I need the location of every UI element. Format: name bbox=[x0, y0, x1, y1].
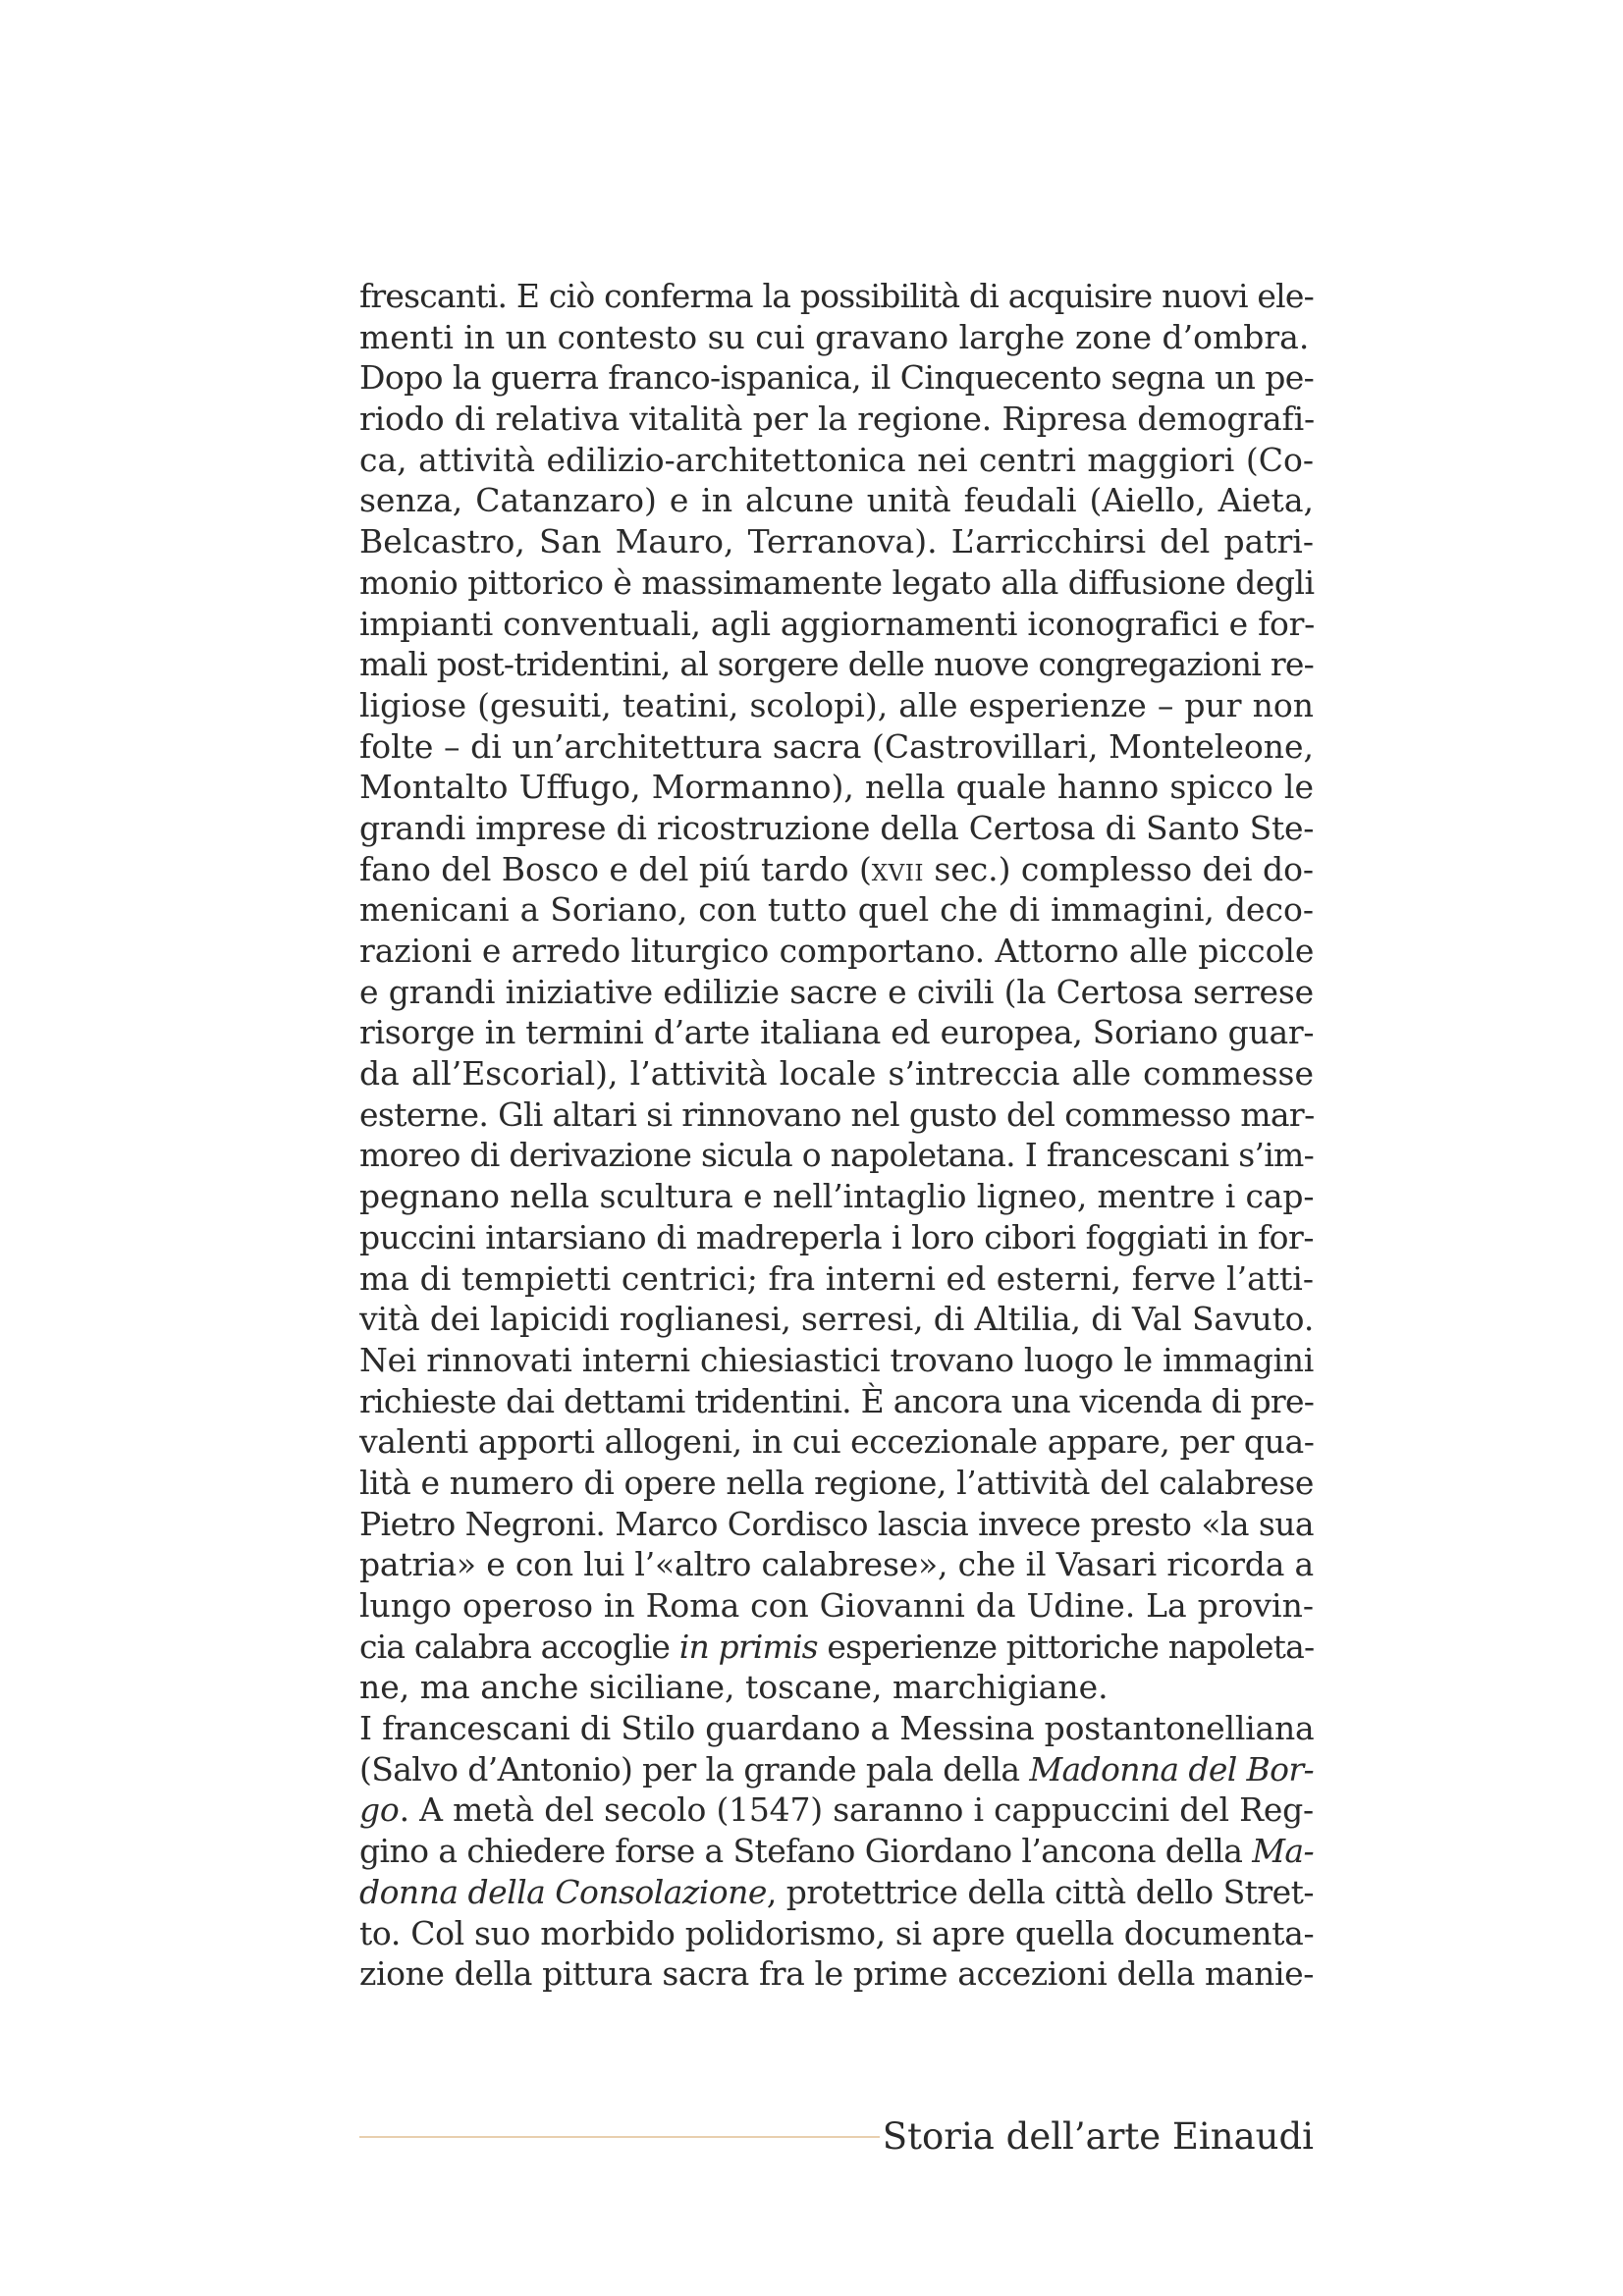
page-footer bbox=[359, 2112, 1314, 2162]
text-line bbox=[359, 1012, 1314, 1053]
text-segment: riodo di relativa vitalità per la regione. Ripresa demografi- bbox=[359, 400, 1316, 439]
text-segment: senza, Catanzaro) e in alcune unità feudali (Aiello, Aieta, bbox=[359, 481, 1314, 520]
text-line bbox=[359, 1953, 1314, 1995]
text-line bbox=[359, 726, 1314, 768]
text-line bbox=[359, 1789, 1314, 1831]
text-segment: ligiose (gesuiti, teatini, scolopi), alle esperienze – pur non bbox=[359, 685, 1314, 724]
footer-rule bbox=[359, 2136, 880, 2138]
text-line bbox=[359, 1340, 1314, 1381]
text-line bbox=[359, 1217, 1314, 1258]
text-segment: lità e numero di opere nella regione, l’attività del calabrese bbox=[359, 1463, 1314, 1502]
text-segment: ma di tempietti centrici; fra interni ed esterni, ferve l’atti- bbox=[359, 1258, 1314, 1298]
text-line bbox=[359, 1667, 1314, 1708]
text-segment: richieste dai dettami tridentini. È ancora una vicenda di pre- bbox=[359, 1381, 1315, 1420]
text-segment: lungo operoso in Roma con Giovanni da Udine. La provin- bbox=[359, 1586, 1314, 1625]
text-segment: frescanti. E ciò conferma la possibilità di acquisire nuovi ele- bbox=[359, 277, 1314, 315]
text-segment: pegnano nella scultura e nell’intaglio ligneo, mentre i cap- bbox=[359, 1177, 1315, 1216]
text-segment: fano del Bosco e del piú tardo ( bbox=[359, 849, 872, 888]
footer-publisher: Storia dell’arte Einaudi bbox=[882, 2115, 1314, 2158]
text-line bbox=[359, 644, 1314, 685]
text-segment: da all’Escorial), l’attività locale s’intreccia alle commesse bbox=[359, 1054, 1314, 1094]
text-line bbox=[359, 1504, 1314, 1545]
text-segment: vità dei lapicidi roglianesi, serresi, di Altilia, di Val Savuto. bbox=[359, 1300, 1315, 1339]
text-segment: ne, ma anche siciliane, toscane, marchigiane. bbox=[359, 1668, 1109, 1707]
text-segment: . A metà del secolo (1547) saranno i cappuccini del Reg- bbox=[399, 1790, 1314, 1830]
text-segment: esperienze pittoriche napoleta- bbox=[817, 1627, 1315, 1666]
body-text bbox=[359, 276, 1314, 1995]
text-line bbox=[359, 685, 1314, 726]
italic-text: go bbox=[359, 1790, 400, 1830]
text-segment: (Salvo d’Antonio) per la grande pala della bbox=[359, 1749, 1030, 1789]
text-segment: risorge in termini d’arte italiana ed europea, Soriano guar- bbox=[359, 1013, 1315, 1052]
text-line bbox=[359, 1176, 1314, 1217]
text-segment: folte – di un’architettura sacra (Castrovillari, Monteleone, bbox=[359, 726, 1314, 766]
text-line bbox=[359, 767, 1314, 808]
text-line bbox=[359, 562, 1314, 604]
text-line bbox=[359, 1544, 1314, 1585]
text-segment: valenti apporti allogeni, in cui eccezionale appare, per qua- bbox=[359, 1422, 1315, 1462]
text-segment: Dopo la guerra franco-ispanica, il Cinquecento segna un pe- bbox=[359, 358, 1315, 398]
italic-text: Ma- bbox=[1252, 1832, 1315, 1871]
text-segment: gino a chiedere forse a Stefano Giordano l’ancona della bbox=[359, 1832, 1253, 1871]
text-segment: I francescani di Stilo guardano a Messina postantonelliana bbox=[359, 1709, 1315, 1748]
text-segment: ca, attività edilizio-architettonica nei centri maggiori (Co- bbox=[359, 440, 1314, 479]
text-line bbox=[359, 889, 1314, 931]
italic-text: in primis bbox=[678, 1627, 818, 1666]
text-line bbox=[359, 1381, 1314, 1422]
text-line bbox=[359, 1708, 1314, 1749]
text-segment: monio pittorico è massimamente legato alla diffusione degli bbox=[359, 562, 1315, 602]
text-line bbox=[359, 1831, 1314, 1872]
text-segment: grandi imprese di ricostruzione della Certosa di Santo Ste- bbox=[359, 808, 1315, 847]
text-segment: razioni e arredo liturgico comportano. Attorno alle piccole bbox=[359, 932, 1315, 970]
text-segment: Montalto Uffugo, Mormanno), nella quale hanno spicco le bbox=[359, 768, 1314, 807]
text-line bbox=[359, 521, 1314, 562]
italic-text: Madonna del Bor- bbox=[1029, 1749, 1314, 1789]
text-line bbox=[359, 276, 1314, 317]
text-line bbox=[359, 1585, 1314, 1627]
text-segment: Nei rinnovati interni chiesiastici trovano luogo le immagini bbox=[359, 1340, 1314, 1379]
text-segment: mali post-tridentini, al sorgere delle nuove congregazioni re- bbox=[359, 645, 1314, 684]
text-line bbox=[359, 440, 1314, 481]
text-line bbox=[359, 1421, 1314, 1463]
text-segment: esterne. Gli altari si rinnovano nel gusto del commesso mar- bbox=[359, 1095, 1315, 1134]
text-line bbox=[359, 808, 1314, 849]
text-line bbox=[359, 1627, 1314, 1668]
text-segment: Belcastro, San Mauro, Terranova). L’arricchirsi del patri- bbox=[359, 522, 1314, 561]
text-segment: sec.) complesso dei do- bbox=[923, 849, 1314, 888]
text-line bbox=[359, 1749, 1314, 1790]
text-line bbox=[359, 604, 1314, 645]
text-line bbox=[359, 1053, 1314, 1095]
text-line bbox=[359, 1913, 1314, 1954]
text-line bbox=[359, 317, 1314, 358]
text-line bbox=[359, 931, 1314, 972]
text-segment: patria» e con lui l’«altro calabrese», che il Vasari ricorda a bbox=[359, 1545, 1314, 1584]
text-segment: cia calabra accoglie bbox=[359, 1627, 679, 1666]
text-line bbox=[359, 849, 1314, 890]
text-line bbox=[359, 357, 1314, 399]
text-line bbox=[359, 1095, 1314, 1136]
text-line bbox=[359, 1299, 1314, 1340]
text-line bbox=[359, 399, 1314, 440]
text-line bbox=[359, 1258, 1314, 1300]
smallcaps-text: xvii bbox=[871, 849, 924, 888]
text-segment: impianti conventuali, agli aggiornamenti iconografici e for- bbox=[359, 604, 1316, 643]
text-line bbox=[359, 1872, 1314, 1913]
text-segment: zione della pittura sacra fra le prime accezioni della manie- bbox=[359, 1954, 1314, 1994]
text-line bbox=[359, 1463, 1314, 1504]
text-line bbox=[359, 1135, 1314, 1176]
text-line bbox=[359, 972, 1314, 1013]
text-segment: menicani a Soriano, con tutto quel che di immagini, deco- bbox=[359, 890, 1314, 930]
text-segment: moreo di derivazione sicula o napoletana. I francescani s’im- bbox=[359, 1136, 1314, 1175]
italic-text: donna della Consolazione bbox=[359, 1872, 767, 1911]
text-segment: puccini intarsiano di madreperla i loro cibori foggiati in for- bbox=[359, 1217, 1314, 1256]
text-segment: e grandi iniziative edilizie sacre e civili (la Certosa serrese bbox=[359, 972, 1314, 1011]
text-segment: , protettrice della città dello Stret- bbox=[766, 1872, 1314, 1911]
text-segment: to. Col suo morbido polidorismo, si apre quella documenta- bbox=[359, 1913, 1315, 1952]
text-segment: menti in un contesto su cui gravano larghe zone d’ombra. bbox=[359, 317, 1310, 356]
text-segment: Pietro Negroni. Marco Cordisco lascia invece presto «la sua bbox=[359, 1504, 1314, 1543]
text-line bbox=[359, 480, 1314, 521]
